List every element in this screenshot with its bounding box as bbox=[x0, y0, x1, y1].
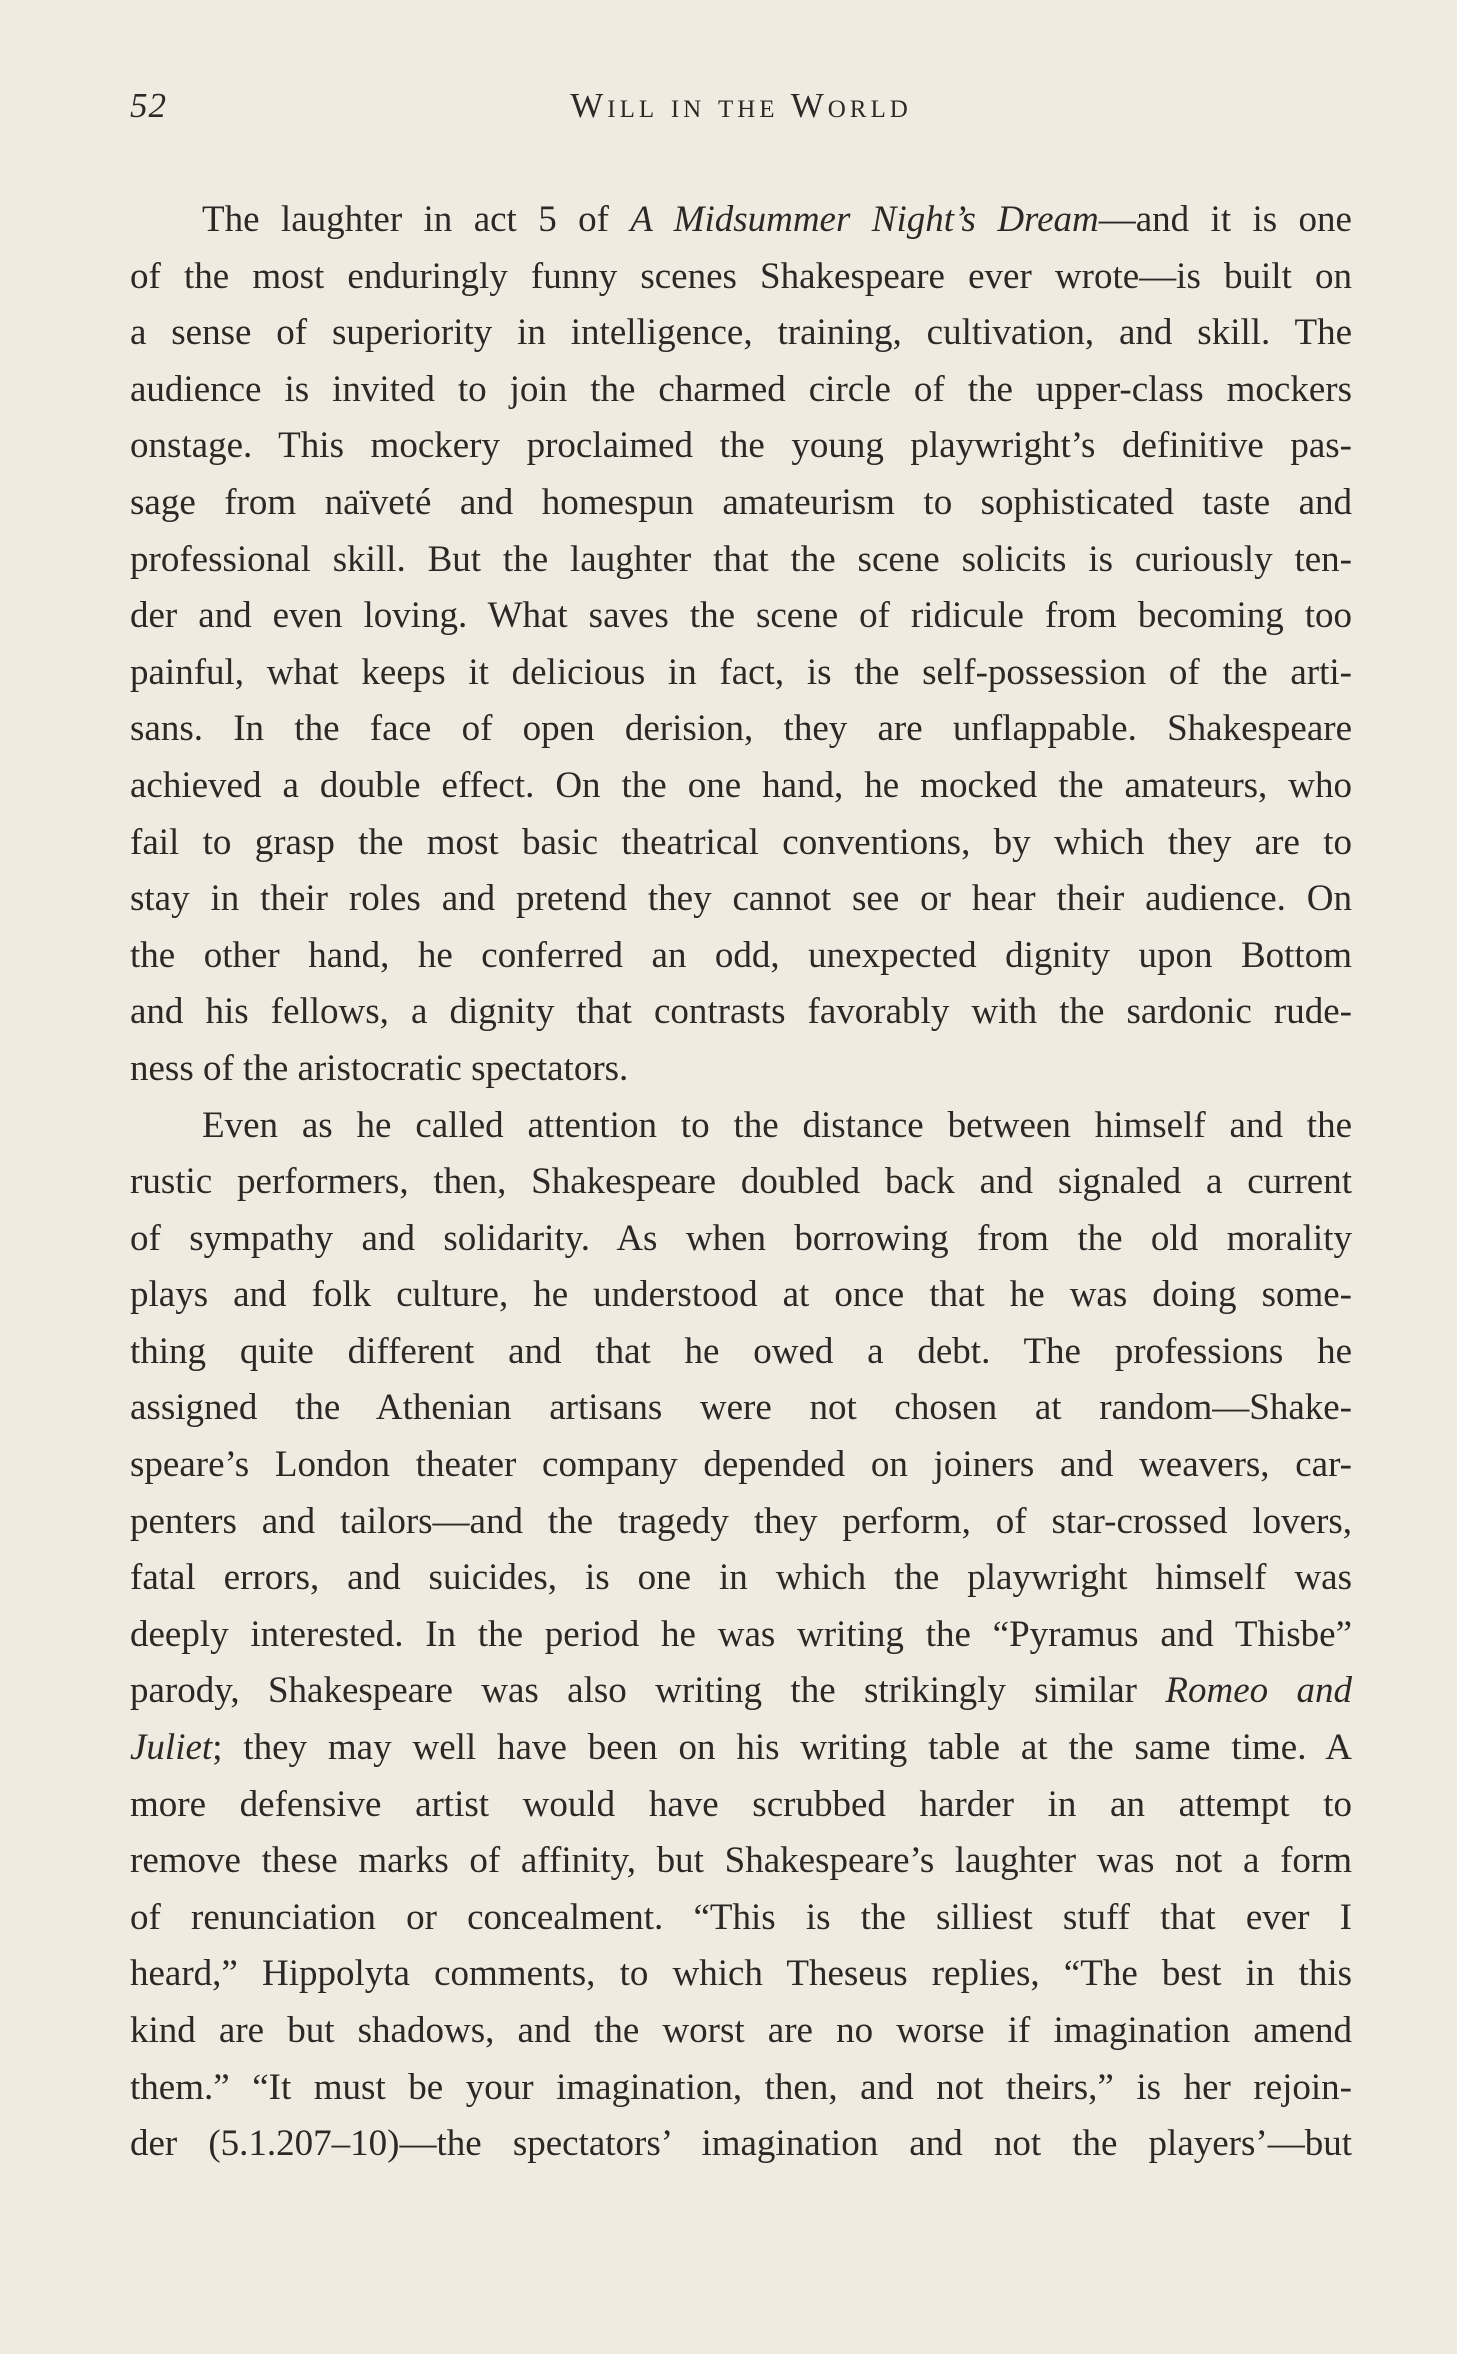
text-line bbox=[130, 192, 1352, 249]
text-line bbox=[130, 2116, 1352, 2173]
text-line bbox=[130, 984, 1352, 1041]
text-line bbox=[130, 249, 1352, 306]
text-line bbox=[130, 1324, 1352, 1381]
text-line bbox=[130, 2060, 1352, 2117]
italic-title: A Midsummer Night’s Dream bbox=[630, 199, 1099, 240]
text-line bbox=[130, 815, 1352, 872]
text-run: a sense of superiority in intelligence, training, cultivation, and skill. The bbox=[130, 312, 1352, 354]
text-line bbox=[130, 588, 1352, 645]
text-run: Even as he called attention to the distance between himself and the bbox=[202, 1104, 1352, 1146]
text-run: onstage. This mockery proclaimed the young playwright’s definitive pas- bbox=[130, 425, 1352, 467]
text-run: thing quite different and that he owed a debt. The professions he bbox=[130, 1330, 1352, 1372]
text-run: deeply interested. In the period he was writing the “Pyramus and Thisbe” bbox=[130, 1613, 1352, 1655]
text-run: assigned the Athenian artisans were not chosen at random—Shake- bbox=[130, 1387, 1352, 1429]
text-line bbox=[130, 418, 1352, 475]
text-line bbox=[130, 2003, 1352, 2060]
text-line bbox=[130, 305, 1352, 362]
text-run: penters and tailors—and the tragedy they perform, of star-crossed lovers, bbox=[130, 1500, 1352, 1542]
text-run: The laughter in act 5 of bbox=[202, 199, 631, 240]
text-run: speare’s London theater company depended on joiners and weavers, car- bbox=[130, 1444, 1352, 1486]
text-line bbox=[130, 1833, 1352, 1890]
italic-title: Romeo and bbox=[1165, 1670, 1352, 1712]
italic-title: Juliet bbox=[130, 1727, 213, 1769]
running-head bbox=[130, 86, 1352, 136]
book-title: Will in the World bbox=[570, 86, 912, 125]
text-run: remove these marks of affinity, but Shakespeare’s laughter was not a form bbox=[130, 1840, 1352, 1882]
text-line bbox=[130, 1267, 1352, 1324]
body-text bbox=[130, 192, 1352, 2173]
text-line bbox=[130, 1437, 1352, 1494]
text-line bbox=[130, 1663, 1352, 1720]
text-run: of the most enduringly funny scenes Shakespeare ever wrote—is built on bbox=[130, 255, 1352, 297]
text-run: and his fellows, a dignity that contrasts favorably with the sardonic rude- bbox=[130, 991, 1352, 1033]
text-line bbox=[130, 1777, 1352, 1834]
text-line bbox=[130, 1607, 1352, 1664]
text-line bbox=[130, 871, 1352, 928]
text-line bbox=[130, 1154, 1352, 1211]
text-run: rustic performers, then, Shakespeare doubled back and signaled a current bbox=[130, 1161, 1352, 1203]
text-line bbox=[130, 645, 1352, 702]
text-run: fail to grasp the most basic theatrical conventions, by which they are to bbox=[130, 821, 1352, 863]
text-run: ness of the aristocratic spectators. bbox=[130, 1047, 629, 1089]
text-run: fatal errors, and suicides, is one in which the playwright himself was bbox=[130, 1557, 1352, 1599]
text-run: ; they may well have been on his writing table at the same time. A bbox=[212, 1727, 1352, 1769]
text-line bbox=[130, 1946, 1352, 2003]
text-line bbox=[130, 532, 1352, 589]
text-run: of sympathy and solidarity. As when borrowing from the old morality bbox=[130, 1217, 1352, 1259]
text-run: them.” “It must be your imagination, then, and not theirs,” is her rejoin- bbox=[130, 2066, 1352, 2108]
paragraph bbox=[130, 192, 1352, 1098]
text-line bbox=[130, 701, 1352, 758]
text-run: —and it is one bbox=[1098, 199, 1352, 240]
text-line bbox=[130, 1211, 1352, 1268]
text-run: the other hand, he conferred an odd, unexpected dignity upon Bottom bbox=[130, 934, 1352, 976]
text-run: parody, Shakespeare was also writing the strikingly similar bbox=[130, 1670, 1166, 1712]
text-line bbox=[130, 1550, 1352, 1607]
text-run: der (5.1.207–10)—the spectators’ imagination and not the players’—but bbox=[130, 2123, 1352, 2165]
page-number: 52 bbox=[130, 86, 167, 125]
text-run: sage from naïveté and homespun amateurism to sophisticated taste and bbox=[130, 481, 1352, 523]
text-line bbox=[130, 1041, 1352, 1098]
text-run: kind are but shadows, and the worst are no worse if imagination amend bbox=[130, 2010, 1352, 2051]
text-run: more defensive artist would have scrubbed harder in an attempt to bbox=[130, 1783, 1352, 1825]
text-line bbox=[130, 362, 1352, 419]
text-run: of renunciation or concealment. “This is the silliest stuff that ever I bbox=[130, 1896, 1352, 1938]
text-run: heard,” Hippolyta comments, to which Theseus replies, “The best in this bbox=[130, 1953, 1352, 1995]
text-line bbox=[130, 1380, 1352, 1437]
text-run: der and even loving. What saves the scene of ridicule from becoming too bbox=[130, 595, 1352, 637]
text-line bbox=[130, 1720, 1352, 1777]
text-line bbox=[130, 928, 1352, 985]
text-run: professional skill. But the laughter that the scene solicits is curiously ten- bbox=[130, 538, 1352, 580]
text-line bbox=[130, 1494, 1352, 1551]
text-run: plays and folk culture, he understood at once that he was doing some- bbox=[130, 1274, 1352, 1316]
text-line bbox=[130, 1890, 1352, 1947]
text-run: painful, what keeps it delicious in fact, is the self-possession of the arti- bbox=[130, 651, 1352, 693]
text-run: stay in their roles and pretend they cannot see or hear their audience. On bbox=[130, 878, 1352, 920]
text-run: audience is invited to join the charmed circle of the upper-class mockers bbox=[130, 368, 1352, 410]
text-line bbox=[130, 758, 1352, 815]
text-line bbox=[130, 1098, 1352, 1155]
text-run: sans. In the face of open derision, they are unflappable. Shakespeare bbox=[130, 708, 1352, 750]
text-line bbox=[130, 475, 1352, 532]
paragraph bbox=[130, 1098, 1352, 2173]
text-run: achieved a double effect. On the one hand, he mocked the amateurs, who bbox=[130, 764, 1352, 806]
